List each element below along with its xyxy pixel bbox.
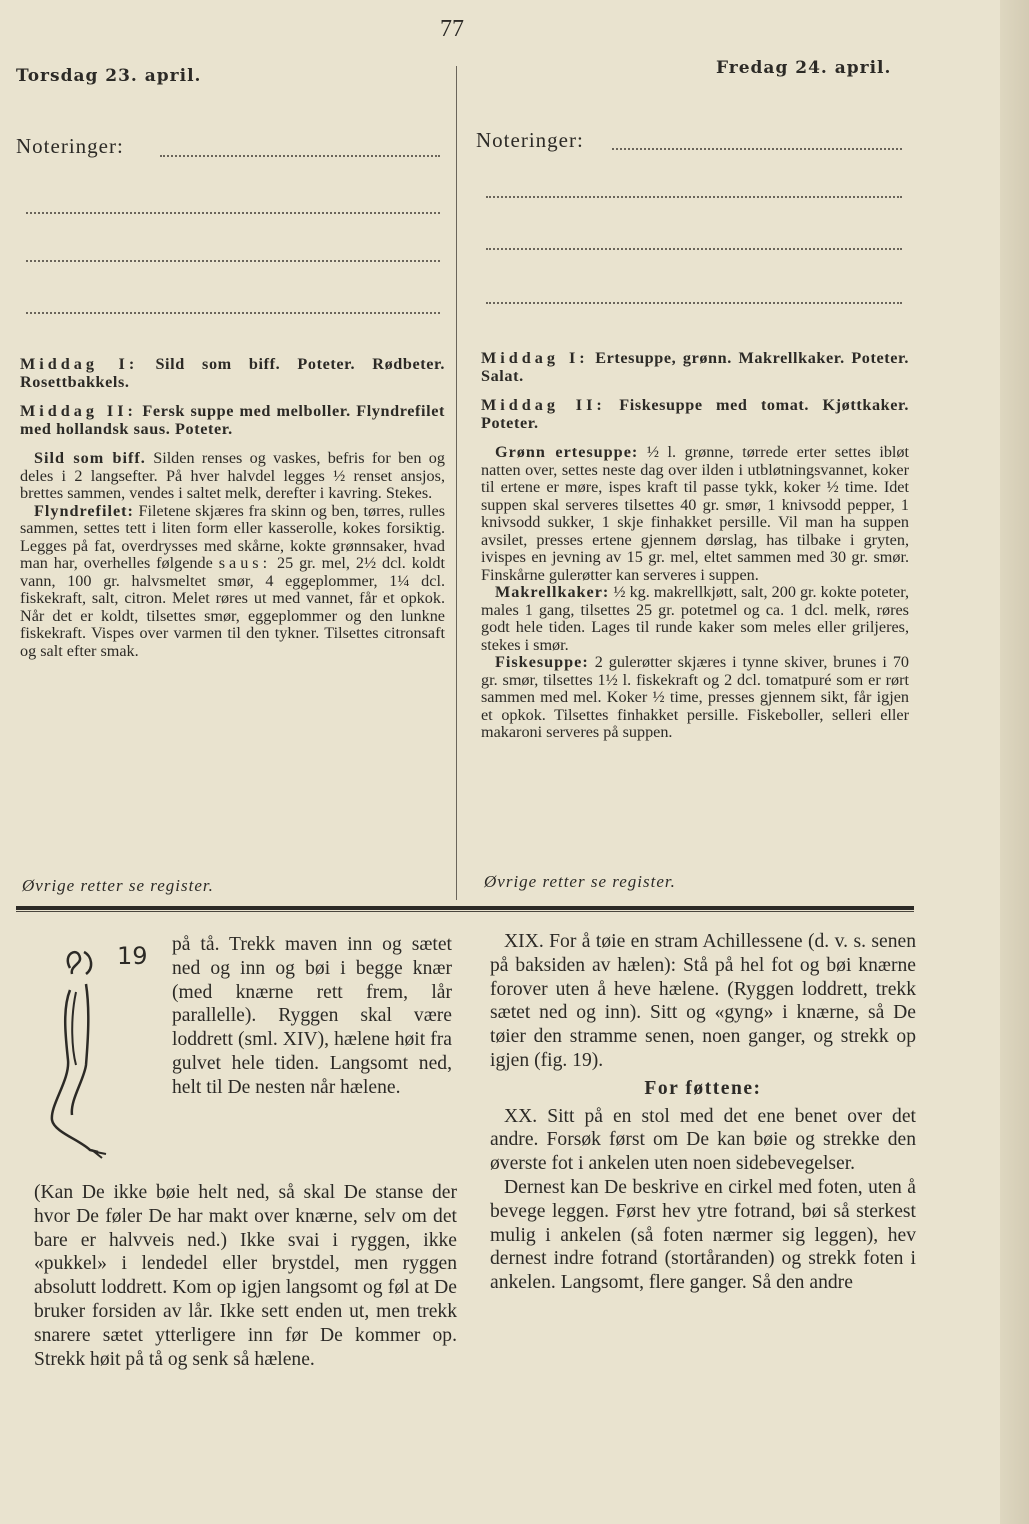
menu-text: Ertesuppe, grønn. Makrellkaker. Poteter. Salat. xyxy=(481,349,909,385)
menu-text: Fersk suppe med melboller. Flyndrefilet med hollandsk saus. Poteter. xyxy=(20,402,445,438)
recipe-title: Sild som biff. xyxy=(34,449,146,467)
left-notes-line-2 xyxy=(26,212,440,214)
right-recipe-3 xyxy=(481,654,909,742)
left-middag-1 xyxy=(20,356,445,391)
left-date-heading: Torsdag 23. april. xyxy=(16,66,202,86)
left-recipe-column xyxy=(20,356,445,660)
left-recipe-2 xyxy=(20,503,445,661)
right-recipe-2 xyxy=(481,584,909,654)
right-middag-2 xyxy=(481,397,909,432)
exercise-xx: XX. Sitt på en stol med det ene benet over det andre. Forsøk først om De kan bøie og strekke den øverste fot i ankelen uten noen sidebevegelser. xyxy=(490,1105,916,1175)
right-notes-line-2 xyxy=(486,196,902,198)
figure-number: 19 xyxy=(117,942,148,970)
middag-label: Middag II: xyxy=(20,402,137,420)
right-notes-line-1 xyxy=(612,148,902,150)
left-notes-line-1 xyxy=(160,155,440,157)
right-register-note: Øvrige retter se register. xyxy=(484,872,676,891)
recipe-text: ½ kg. makrellkjøtt, salt, 200 gr. kokte poteter, males 1 gang, tilsettes 25 gr. potetmel og ca. 1 dcl. melk, røres godt hele tiden. Lages til runde kaker som meles eller griljeres, stekes i smør. xyxy=(481,583,910,654)
middag-label: Middag I: xyxy=(481,349,589,367)
page-edge xyxy=(1000,0,1029,1524)
recipe-title: Makrellkaker: xyxy=(495,583,610,601)
column-divider xyxy=(456,66,457,900)
recipe-text: 25 gr. mel, 2½ dcl. koldt vann, 100 gr. halvsmeltet smør, 4 eggeplommer, 1¼ dcl. fiskekraft, salt, citron. Melet røres ut med vannet, får et opkok. Når det er koldt, tilsettes smør, eggeplommer og den lunkne fiskekraft. Vispes over varmen til den tykner. Tilsettes citronsaft og salt efter smak. xyxy=(20,554,446,660)
right-date-heading: Fredag 24. april. xyxy=(716,58,892,78)
exercise-left-text-top: på tå. Trekk maven inn og sætet ned og inn og bøi i begge knær (med knærne rett frem, lår parallelle). Ryggen skal være loddrett (sml. XIV), hælene høit fra gulvet hele tiden. Langsomt ned, helt til De nesten når hælene. xyxy=(172,934,452,1098)
exercise-left-text-bottom: (Kan De ikke bøie helt ned, så skal De stanse der hvor De føler De har makt over knærne, selv om det bare er halvveis ned.) Ikke svai i ryggen, ikke «pukkel» i lendedel eller brystdel, men ryggen absolutt loddrett. Kom op igjen langsomt og føl at De bruker forsiden av lår. Ikke sett enden ut, men trekk snarere sætet ytterligere inn før De kommer op. Strekk høit på tå og senk så hælene. xyxy=(34,1182,457,1370)
recipe-text: 2 gulerøtter skjæres i tynne skiver, brunes i 70 gr. smør, tilsettes 1½ l. fiskekraft og 2 dcl. tomatpuré som er rørt sammen med mel. Koker ½ time, presses gjennem sikt, får igjen et opkok. Tilsettes finhakket persille. Fiskeboller, selleri eller makaroni serveres på suppen. xyxy=(481,653,910,741)
right-notes-line-3 xyxy=(486,248,902,250)
exercise-figure-illustration xyxy=(40,940,120,1170)
section-rule-thick xyxy=(16,906,914,910)
recipe-title: Grønn ertesuppe: xyxy=(495,443,639,461)
exercise-xix: XIX. For å tøie en stram Achillessene (d. v. s. senen på baksiden av hælen): Stå på hel fot og bøi knærne forover uten å heve hælene. (Ryggen loddrett, trekk sætet ned og inn). Sitt og «gyng» i knærne, så De tøier den stramme senen, noen ganger, og strekk op igjen (fig. 19). xyxy=(490,931,916,1071)
recipe-sauce-label: saus: xyxy=(218,554,272,572)
left-notes-line-3 xyxy=(26,260,440,262)
menu-text: Sild som biff. Poteter. Rødbeter. Rosettbakkels. xyxy=(20,355,445,391)
left-recipe-1 xyxy=(20,450,445,503)
right-recipe-1 xyxy=(481,444,909,584)
recipe-title: Fiskesuppe: xyxy=(495,653,589,671)
right-middag-1 xyxy=(481,350,909,385)
recipe-text: ½ l. grønne, tørrede erter settes ibløt natten over, settes neste dag over ilden i utbløtningsvannet, koker til ertene er møre, ispes kraft til passe tykk, koker ½ time. Idet suppen skal serveres tilsettes 40 gr. smør, 1 knivsodd pepper, 1 knivsodd sukker, 1 skje finhakket persille. Vil man ha suppen avsilet, presses ertene gjennem dørslag, has tilbake i gryten, ivispes en jevning av 15 gr. mel, eltet sammen med 30 gr. smør. Finskårne gulerøtter kan serveres i suppen. xyxy=(481,443,910,584)
section-rule-thin xyxy=(16,911,914,912)
recipe-text: Filetene skjæres fra skinn og ben, tørres, rulles sammen, settes tett i liten form eller kasserolle, kokes forsiktig. Legges på fat, overdrysses med skårne, kokte grønnsaker, hvad man har, overhelles følgende xyxy=(20,501,445,572)
right-notes-label: Noteringer: xyxy=(476,128,584,152)
left-notes-line-4 xyxy=(26,312,440,314)
exercise-right-column xyxy=(490,930,916,1295)
for-fottene-heading: For føttene: xyxy=(644,1077,762,1099)
left-notes-label: Noteringer: xyxy=(16,134,124,158)
left-middag-2 xyxy=(20,403,445,438)
right-notes-line-4 xyxy=(486,302,902,304)
middag-label: Middag II: xyxy=(481,396,606,414)
menu-text: Fiskesuppe med tomat. Kjøttkaker. Poteter. xyxy=(481,396,909,432)
right-recipe-column xyxy=(481,350,909,742)
page-number: 77 xyxy=(440,16,464,42)
recipe-title: Flyndrefilet: xyxy=(34,501,134,520)
left-register-note: Øvrige retter se register. xyxy=(22,876,214,895)
recipe-text: Silden renses og vaskes, befris for ben og deles i 2 langsefter. På hver halvdel legges ½ renset ansjos, brettes sammen, vendes i saltet melk, derefter i kavring. Stekes. xyxy=(20,449,445,502)
exercise-xx-continued: Dernest kan De beskrive en cirkel med foten, uten å bevege leggen. Først hev ytre fotrand, bøi så sterkest mulig i ankelen (så foten nærmer sig leggen), hev dernest indre fotrand (stortåranden) og strekk foten i ankelen. Langsomt, flere ganger. Så den andre xyxy=(490,1176,916,1294)
middag-label: Middag I: xyxy=(20,355,139,373)
